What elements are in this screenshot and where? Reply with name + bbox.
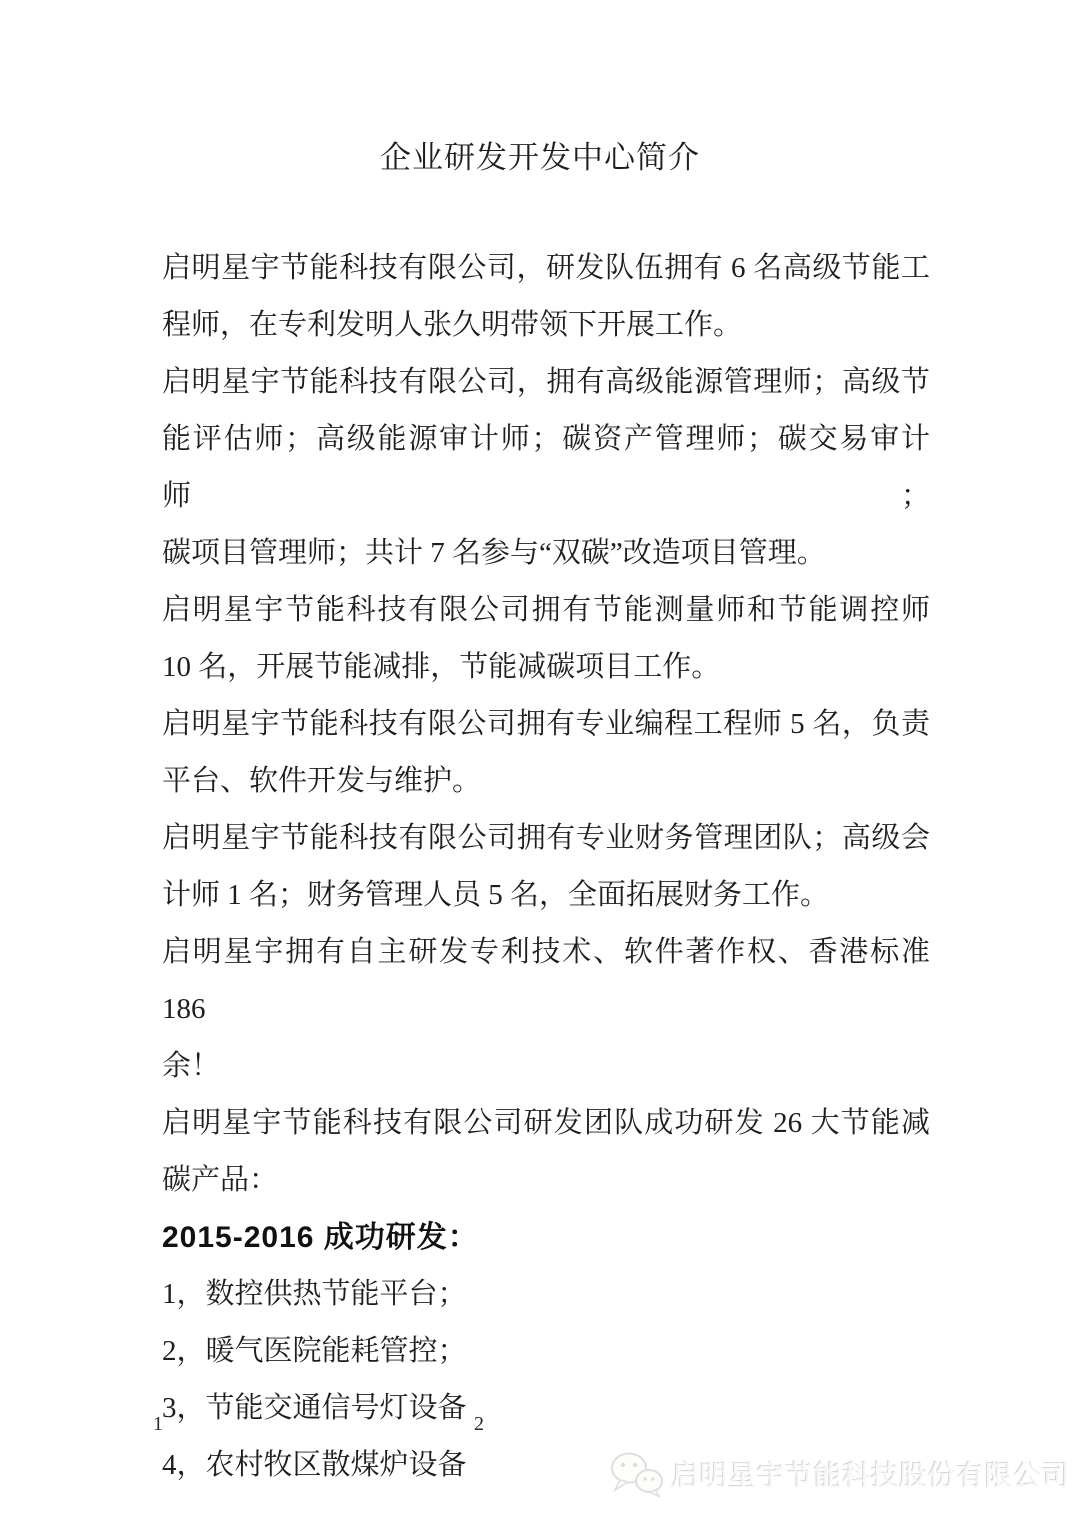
text-line: 碳产品：	[162, 1164, 279, 1196]
page-number-right: 2	[474, 1413, 484, 1435]
list-item: 2，暖气医院能耗管控；	[162, 1335, 467, 1367]
text-line: 计师 1 名；财务管理人员 5 名，全面拓展财务工作。	[162, 879, 830, 911]
watermark-company-name: 启明星宇节能科技股份有限公司	[671, 1461, 1071, 1492]
text-line: 启明星宇节能科技有限公司拥有节能测量师和节能调控师	[162, 594, 930, 626]
paragraph	[162, 696, 930, 810]
text-line: 启明星宇节能科技有限公司拥有专业财务管理团队；高级会	[162, 822, 930, 854]
text-line: 启明星宇节能科技有限公司研发团队成功研发 26 大节能减	[162, 1107, 930, 1139]
page-title: 企业研发开发中心简介	[380, 140, 700, 175]
paragraph	[162, 1095, 930, 1209]
list-item: 3，节能交通信号灯设备	[162, 1392, 467, 1424]
text-line: 启明星宇节能科技有限公司，拥有高级能源管理师；高级节	[162, 366, 930, 398]
section-heading-2015-2016: 2015-2016 成功研发：	[162, 1221, 479, 1254]
list-item: 1，数控供热节能平台；	[162, 1278, 467, 1310]
text-line: 启明星宇节能科技有限公司，研发队伍拥有 6 名高级节能工	[162, 252, 930, 284]
text-line: 启明星宇节能科技有限公司拥有专业编程工程师 5 名，负责	[162, 708, 930, 740]
text-line: 10 名，开展节能减排，节能减碳项目工作。	[162, 651, 721, 683]
page-number-left: 1	[153, 1413, 163, 1435]
text-line: 能评估师；高级能源审计师；碳资产管理师；碳交易审计师；	[162, 423, 930, 512]
list-item: 4，农村牧区散煤炉设备	[162, 1449, 467, 1481]
text-line: 启明星宇拥有自主研发专利技术、软件著作权、香港标准 186	[162, 936, 930, 1025]
paragraph	[162, 924, 930, 1095]
text-line: 余！	[162, 1050, 221, 1082]
text-line: 碳项目管理师；共计 7 名参与“双碳”改造项目管理。	[162, 537, 826, 569]
paragraph	[162, 354, 930, 582]
wechat-icon	[608, 1450, 664, 1498]
paragraph	[162, 240, 930, 354]
footer-watermark	[608, 1450, 1070, 1498]
paragraph	[162, 582, 930, 696]
paragraph	[162, 810, 930, 924]
text-line: 程师，在专利发明人张久明带领下开展工作。	[162, 309, 743, 341]
document-body	[162, 240, 930, 1494]
text-line: 平台、软件开发与维护。	[162, 765, 482, 797]
